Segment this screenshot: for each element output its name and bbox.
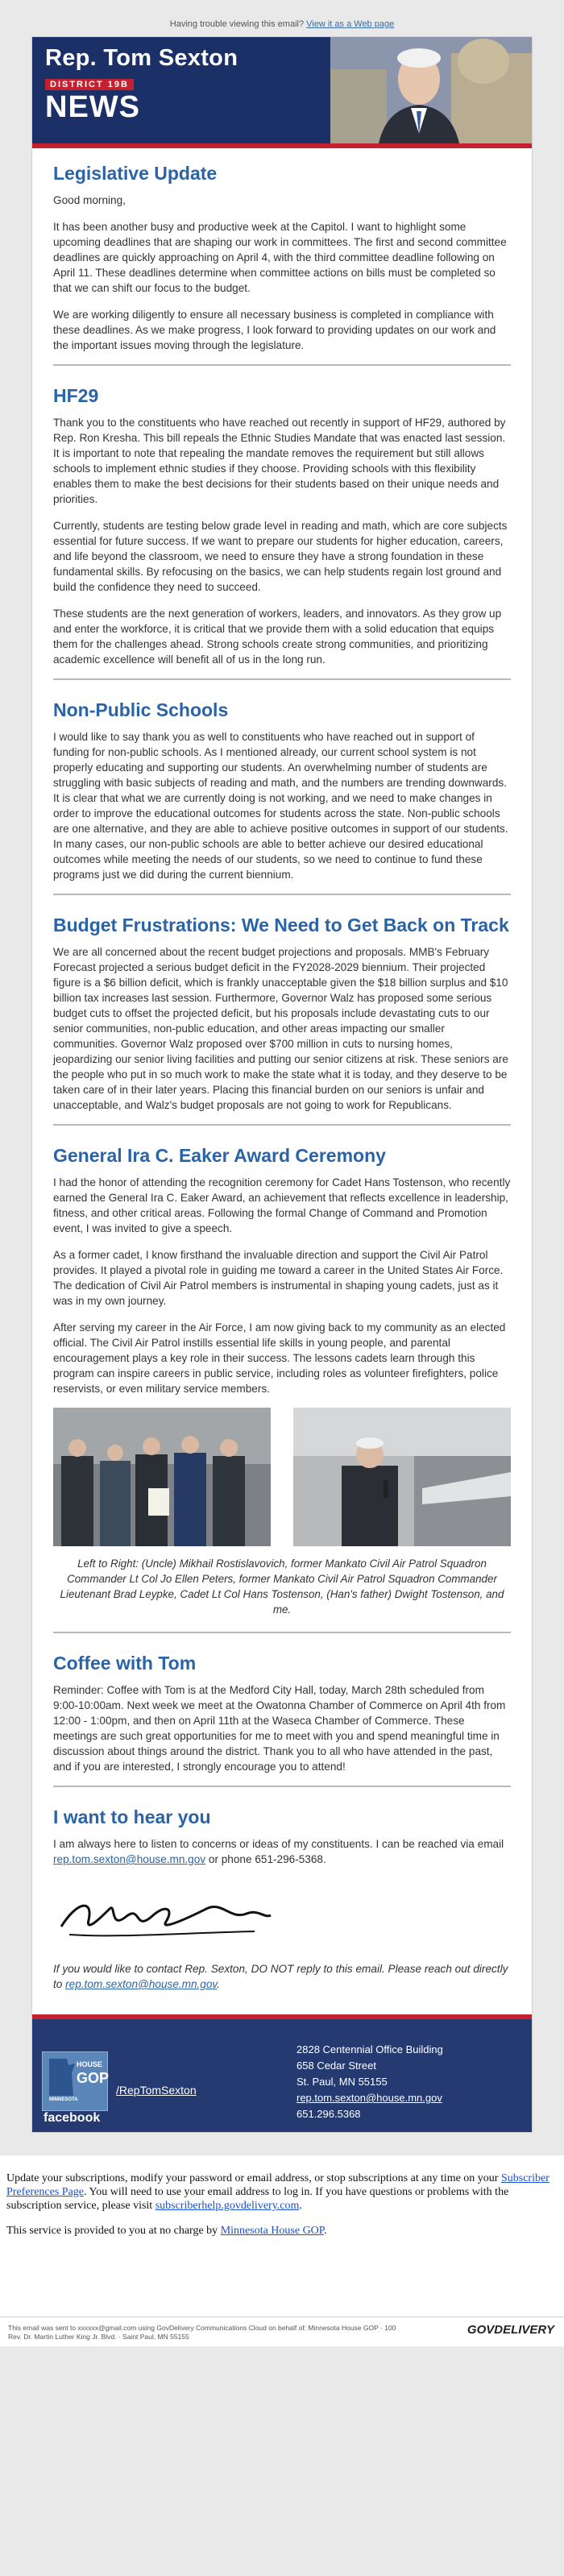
ceremony-photos xyxy=(32,1408,532,1546)
subscription-notice xyxy=(0,2155,564,2317)
signature-image xyxy=(53,1885,279,1949)
speech-photo xyxy=(293,1408,511,1546)
newsletter-banner xyxy=(32,37,532,148)
legislative-paragraph: It has been another busy and productive week at the Capitol. I want to highlight some upcoming deadlines that are shaping our work in committees. The first and second committee deadlines are quickly approaching on April 4, with the third committee deadline following on April 11. These deadlines determine when committee actions on bills must be completed so that we can shift our focus to the budget. xyxy=(53,221,507,294)
minnesota-icon xyxy=(48,2057,77,2097)
address-line: St. Paul, MN 55155 xyxy=(297,2076,388,2088)
divider xyxy=(53,894,511,895)
coffee-section xyxy=(32,1638,532,1774)
house-gop-logo[interactable] xyxy=(42,2051,108,2111)
hf29-paragraph: These students are the next generation of workers, leaders, and innovators. As they grow up and enter the workforce, it is critical that we provide them with a solid education that equips them for the challenges ahead. Strong schools create strong communities, and prioritizing academic excellence will benefit all of us in the long run. xyxy=(53,608,502,666)
subscriber-preferences-link[interactable]: Subscriber Preferences Page xyxy=(6,2172,549,2198)
preheader xyxy=(0,0,564,36)
hf29-section xyxy=(32,371,532,667)
divider xyxy=(53,1632,511,1633)
email-link[interactable]: rep.tom.sexton@house.mn.gov xyxy=(53,1853,206,1865)
email-body xyxy=(31,36,533,2133)
logo-minnesota-text: MINNESOTA xyxy=(49,2097,78,2102)
hf29-paragraph: Thank you to the constituents who have reached out recently in support of HF29, authored by Rep. Ron Kresha. This bill repeals the Ethnic Studies Mandate that was enacted last session. It is important to note that repealing the mandate removes the requirement but still allows schools to implement ethnic studies if they choose. Providing schools with this flexibility enables them to make the best decisions for their students based on their unique needs and priorities. xyxy=(53,417,506,505)
budget-paragraph: We are all concerned about the recent budget projections and proposals. MMB's February Forecast projected a serious budget deficit in the FY2028-2029 biennium. Their projected figure is a $6 billion deficit, which is frankly unacceptable given the $18 billion surplus and $10 billion tax increases last session. Furthermore, Governor Walz has proposed some serious budget cuts to offset the projected deficit, but his proposals include devastating cuts to our senior communities, non-public education, and other areas impacting our smaller communities. Governor Walz proposed over $700 million in cuts to nursing homes, jeopardizing our senior living facilities and putting our senior citizens at risk. These seniors are the people who put in so much work to make the state what it is today, and they deserve to be taken care of in their later years. Placing this financial burden on our seniors is unfair and unacceptable, and Walz's budget proposals are not going to work for Republicans. xyxy=(53,946,508,1111)
logo-gop-text: GOP xyxy=(77,2070,110,2086)
note-end: . xyxy=(217,1978,221,1990)
footer-band xyxy=(32,2014,532,2132)
divider xyxy=(53,364,511,366)
service-paragraph xyxy=(6,2224,558,2238)
view-web-page-link[interactable]: View it as a Web page xyxy=(306,19,395,29)
subscription-text: . You will need to use your email address to log in. If you have questions or problems with the subscription service, please visit xyxy=(6,2186,509,2212)
banner-name: Rep. Tom Sexton xyxy=(45,45,238,71)
subscription-text: . xyxy=(299,2200,302,2212)
footer-phone: 651.296.5368 xyxy=(297,2108,361,2120)
portrait-image xyxy=(330,37,532,143)
office-address xyxy=(297,2042,443,2122)
fine-print-line: This email was sent to xxxxxx@gmail.com using GovDelivery Communications Cloud on behalf of: Minnesota House GOP · 100 xyxy=(8,2324,396,2332)
budget-title: Budget Frustrations: We Need to Get Back on Track xyxy=(53,915,509,935)
hf29-paragraph: Currently, students are testing below grade level in reading and math, which are core subjects essential for future success. If we want to prepare our students for higher education, careers, and life beyond the classroom, we need to ensure they have a strong foundation in these fundamental skills. By refocusing on the basics, we can help students regain lost ground and build the confidence they need to succeed. xyxy=(53,520,508,593)
subscriber-help-link[interactable]: subscriberhelp.govdelivery.com xyxy=(155,2200,300,2212)
group-photo xyxy=(53,1408,271,1546)
eaker-award-title: General Ira C. Eaker Award Ceremony xyxy=(53,1145,386,1166)
divider xyxy=(53,1786,511,1787)
note-email-link[interactable]: rep.tom.sexton@house.mn.gov xyxy=(65,1978,218,1990)
budget-section xyxy=(32,900,532,1113)
legislative-update-section xyxy=(32,148,532,353)
service-text: This service is provided to you at no charge by xyxy=(6,2225,221,2237)
address-line: 2828 Centennial Office Building xyxy=(297,2043,443,2055)
coffee-paragraph: Reminder: Coffee with Tom is at the Medford City Hall, today, March 28th scheduled from 9:00-10:00am. Next week we meet at the Owatonna Chamber of Commerce on April 4th from 12:00 - 1:00pm, and then on April 11th at the Waseca Chamber of Commerce. These meetings are such great opportunities for me to meet with you and spend meaningful time in discussion about things around the district. Thank you to all who have attended in the past, and if you are interested, I strongly encourage you to attend! xyxy=(53,1684,506,1773)
preheader-text: Having trouble viewing this email? xyxy=(169,19,305,29)
signature xyxy=(32,1878,532,1961)
facebook-handle-link[interactable]: /RepTomSexton xyxy=(116,2084,197,2097)
subscription-text: Update your subscriptions, modify your password or email address, or stop subscriptions at any time on your xyxy=(6,2172,501,2184)
non-public-schools-section xyxy=(32,685,532,882)
banner-news: NEWS xyxy=(45,90,140,124)
contact-paragraph xyxy=(53,1836,511,1867)
eaker-paragraph: As a former cadet, I know firsthand the invaluable direction and support the Civil Air Patrol provides. It played a pivotal role in guiding me toward a career in the United States Air Force. The dedication of Civil Air Patrol members is instrumental in shaping young cadets, just as it was in my own journey. xyxy=(53,1249,504,1307)
house-gop-link[interactable]: Minnesota House GOP xyxy=(220,2225,325,2237)
eaker-paragraph: After serving my career in the Air Force, I am now giving back to my community as an elected official. The Civil Air Patrol instills essential life skills in young people, and parental encouragement plays a key role in their success. The lessons cadets learn through this program can inspire careers in public service, including roles as volunteer firefighters, police reservists, or even military service members. xyxy=(53,1321,506,1395)
service-text: . xyxy=(324,2225,327,2237)
do-not-reply-note xyxy=(32,1961,532,1992)
eaker-paragraph: I had the honor of attending the recognition ceremony for Cadet Hans Tostenson, who recently earned the General Ira C. Eaker Award, an achievement that reflects excellence in leadership, fitness, and other critical areas. Following the formal Change of Command and Promotion event, I was invited to give a speech. xyxy=(53,1176,511,1234)
logo-house-text: HOUSE xyxy=(77,2060,103,2068)
eaker-award-section xyxy=(32,1130,532,1396)
address-line: 658 Cedar Street xyxy=(297,2060,377,2072)
greeting: Good morning, xyxy=(53,194,126,206)
hf29-title: HF29 xyxy=(53,385,99,406)
divider xyxy=(53,678,511,680)
fine-print xyxy=(0,2317,564,2346)
footer-email-link[interactable]: rep.tom.sexton@house.mn.gov xyxy=(297,2092,442,2104)
coffee-title: Coffee with Tom xyxy=(53,1653,197,1674)
subscription-paragraph xyxy=(6,2172,558,2213)
photo-caption: Left to Right: (Uncle) Mikhail Rostislavovich, former Mankato Civil Air Patrol Squadron Commander Lt Col Jo Ellen Peters, former Mankato Civil Air Patrol Squadron Commander Lieutenant Brad Leypke, Cadet Lt Col Hans Tostenson, (Han's father) Dwight Tostenson, and me. xyxy=(60,1558,504,1616)
non-public-schools-title: Non-Public Schools xyxy=(53,699,229,720)
contact-text: I am always here to listen to concerns or ideas of my constituents. I can be reached via email xyxy=(53,1838,504,1850)
legislative-paragraph: We are working diligently to ensure all necessary business is completed in compliance with these deadlines. As we make progress, I look forward to providing updates on our work and the important issues moving through the legislature. xyxy=(53,309,496,351)
non-public-schools-paragraph: I would like to say thank you as well to constituents who have reached out in support of funding for non-public schools. As I mentioned already, our current school system is not properly educating and supporting our students. An overwhelming number of students are struggling with basic subjects of reading and math, and the numbers are trending downwards. It is clear that what we are currently doing is not working, and we need to make changes in order to improve the educational outcomes for students across the state. Non-public schools are one alternative, and they are able to achieve positive outcomes in support of our students. In many cases, our non-public schools are able to better achieve our desired educational outcomes while meeting the needs of our students, so we need to continue to fund these programs just we did during the current biennium. xyxy=(53,731,508,881)
fine-print-line: Rev. Dr. Martin Luther King Jr. Blvd. · Saint Paul, MN 55155 xyxy=(8,2333,189,2341)
contact-section xyxy=(32,1792,532,1867)
phone-number: 651-296-5368. xyxy=(255,1853,326,1865)
legislative-update-title: Legislative Update xyxy=(53,163,218,184)
contact-title: I want to hear you xyxy=(53,1807,211,1827)
note-text: If you would like to contact Rep. Sexton, DO NOT reply to this email. Please reach out directly to xyxy=(53,1963,508,1990)
banner-district: DISTRICT 19B xyxy=(45,79,134,90)
facebook-icon[interactable]: facebook xyxy=(44,2111,101,2125)
note-paragraph xyxy=(53,1961,511,1992)
govdelivery-logo[interactable]: GOVDELIVERY xyxy=(467,2323,554,2337)
contact-text: or phone xyxy=(205,1853,255,1865)
divider xyxy=(53,1124,511,1126)
